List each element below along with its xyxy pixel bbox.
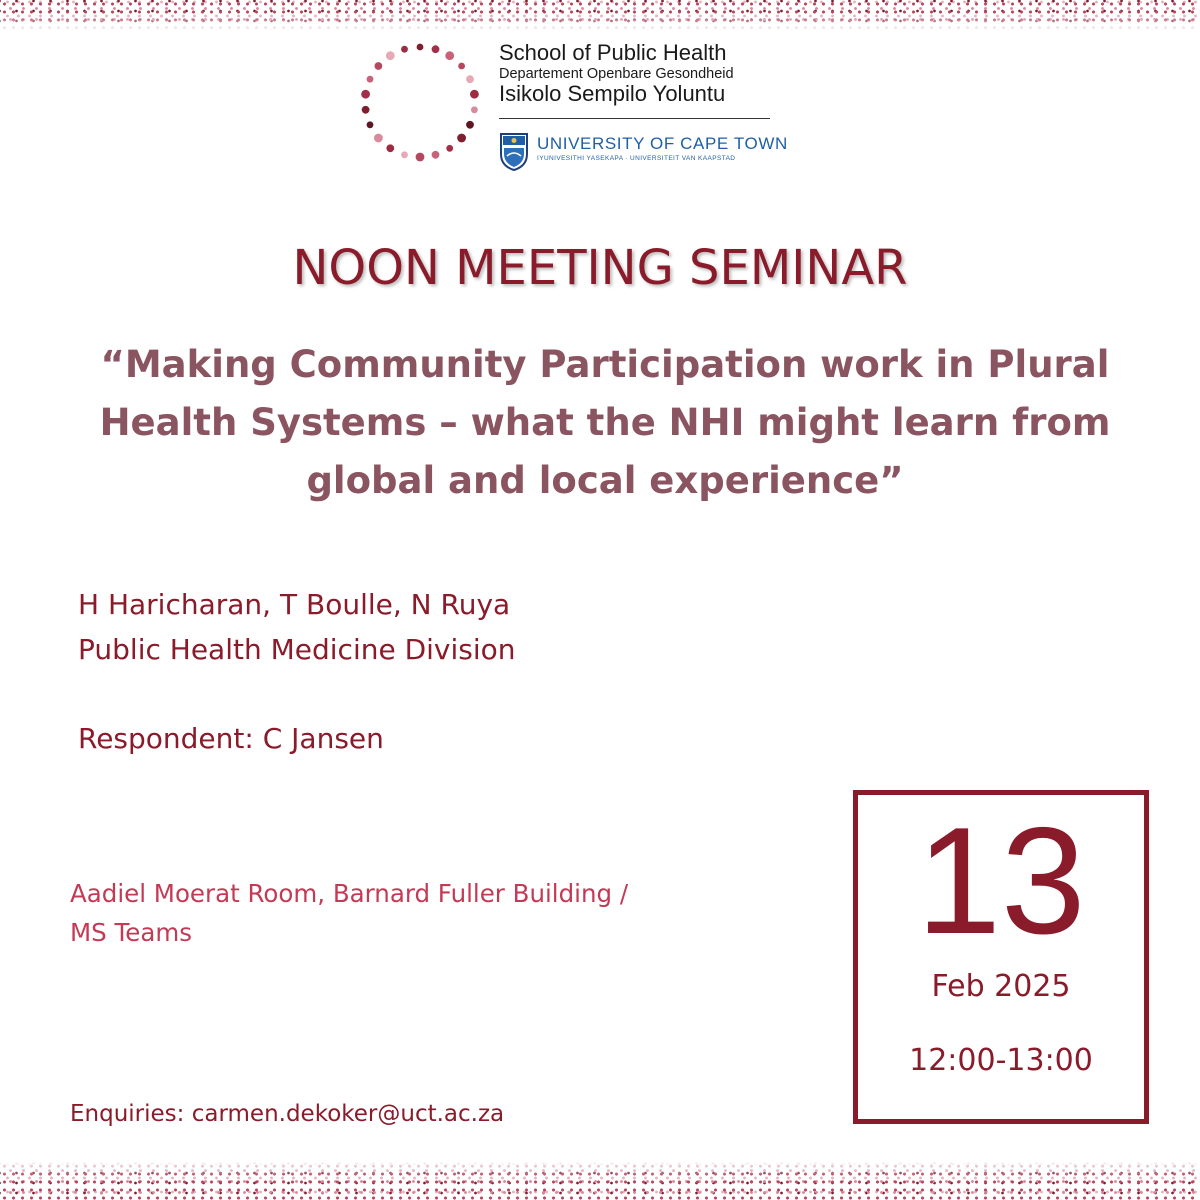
logo-dot (386, 144, 394, 152)
logo-dot (446, 145, 453, 152)
logo-dot (417, 44, 424, 51)
speaker-names: H Haricharan, T Boulle, N Ruya (78, 588, 511, 621)
dotted-circle-logo-icon (354, 36, 486, 168)
school-name-xhosa: Isikolo Sempilo Yoluntu (499, 81, 726, 106)
logo-dot (386, 51, 395, 60)
logo-dot (470, 90, 479, 99)
logo-dot (375, 62, 383, 70)
seminar-title-line-3: global and local experience” (306, 459, 904, 502)
logo-dot (362, 106, 370, 114)
seminar-title-line-1: “Making Community Participation work in Plural (100, 343, 1110, 386)
speaker-block (78, 582, 516, 672)
header-divider (499, 118, 770, 119)
school-name-block (499, 40, 774, 106)
university-name-translations: IYUNIVESITHI YASEKAPA · UNIVERSITEIT VAN KAAPSTAD (537, 155, 736, 162)
logo-dot (374, 134, 383, 143)
school-name-afrikaans: Departement Openbare Gesondheid (499, 66, 734, 82)
logo-dot (471, 106, 478, 113)
logo-dot (457, 134, 466, 143)
respondent: Respondent: C Jansen (78, 722, 384, 755)
university-name: UNIVERSITY OF CAPE TOWN (537, 134, 788, 153)
seminar-title (60, 336, 1150, 510)
logo-dot (401, 46, 408, 53)
enquiries-contact: Enquiries: carmen.dekoker@uct.ac.za (70, 1101, 505, 1127)
seminar-heading: NOON MEETING SEMINAR (292, 240, 908, 296)
school-name-english: School of Public Health (499, 40, 727, 65)
logo-dot (361, 90, 370, 99)
logo-dot (432, 151, 440, 159)
venue-block (70, 874, 628, 952)
logo-dot (416, 153, 425, 162)
logo-dot (432, 45, 440, 53)
logo-dot (458, 63, 465, 70)
logo-dot (445, 51, 454, 60)
logo-dot (466, 75, 474, 83)
logo-dot (466, 121, 474, 129)
venue-line-2: MS Teams (70, 918, 192, 947)
event-time: 12:00-13:00 (909, 1043, 1093, 1078)
speaker-division: Public Health Medicine Division (78, 633, 516, 666)
decorative-dot-border-bottom (0, 1162, 1200, 1200)
uct-crest-icon (499, 132, 529, 172)
venue-line-1: Aadiel Moerat Room, Barnard Fuller Building / (70, 879, 629, 908)
event-month-year: Feb 2025 (931, 969, 1071, 1004)
seminar-title-line-2: Health Systems – what the NHI might learn from (99, 401, 1111, 444)
logo-dot (401, 151, 408, 158)
logo-dot (367, 121, 374, 128)
decorative-dot-border-top (0, 0, 1200, 30)
date-box (853, 790, 1149, 1124)
event-day: 13 (916, 796, 1086, 966)
logo-dot (367, 76, 374, 83)
